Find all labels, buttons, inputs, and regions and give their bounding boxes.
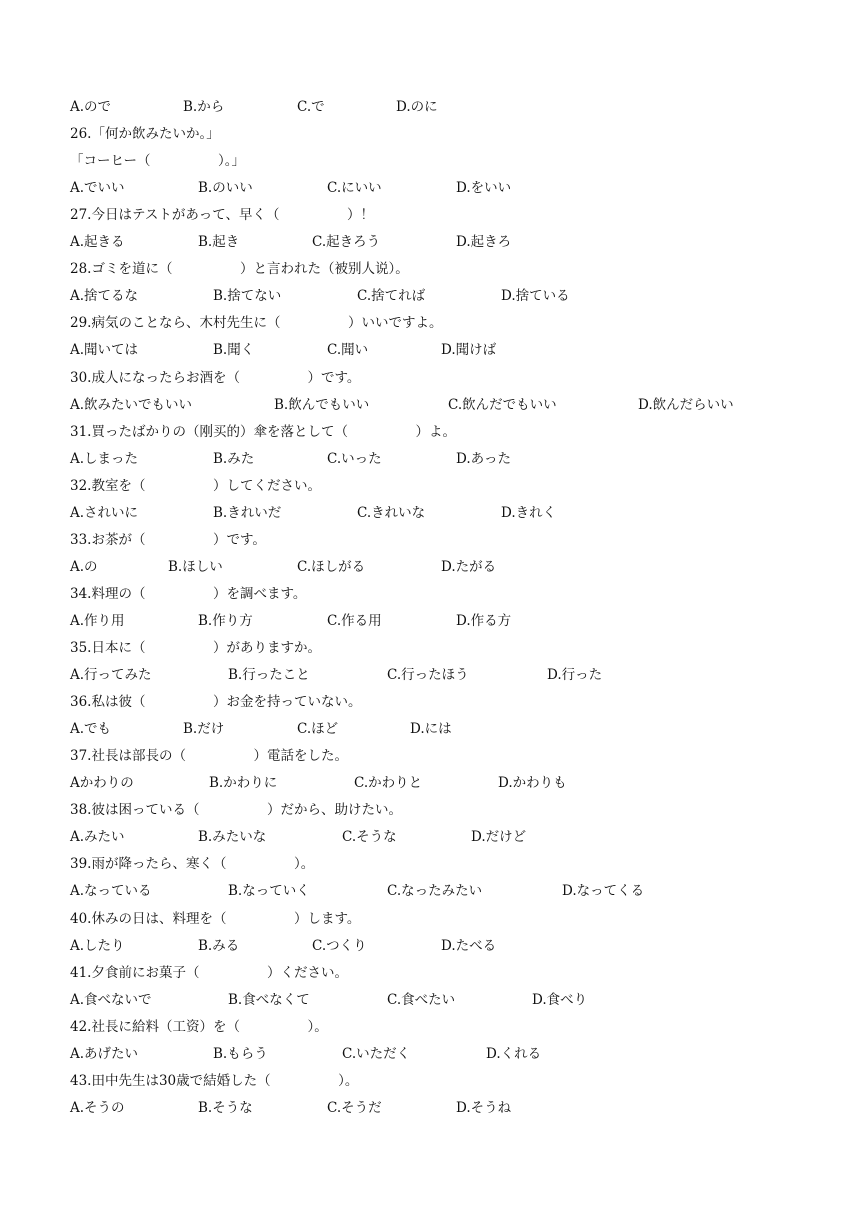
answer-option-a: A.でいい <box>70 180 125 197</box>
answer-option-d: D.たがる <box>441 558 497 575</box>
answer-option-c: C.作る用 <box>327 612 382 629</box>
answer-option-b: B.きれいだ <box>213 504 282 521</box>
answer-option-a: A.ので <box>70 99 112 115</box>
answer-option-b: B.食べなくて <box>228 991 310 1008</box>
question-text: 33.お茶が（ ）です。 <box>70 531 266 548</box>
answer-option-a: A.したり <box>70 937 125 954</box>
answer-option-a: A.食べないで <box>70 991 152 1008</box>
answer-option-b: B.かわりに <box>209 775 278 792</box>
question-text: 28.ゴミを道に（ ）と言われた（被别人说）。 <box>70 261 409 278</box>
answer-option-d: D.きれく <box>501 504 557 521</box>
answer-option-c: C.そうだ <box>327 1099 382 1116</box>
answer-option-c: C.にいい <box>327 180 382 197</box>
answer-option-a: A.行ってみた <box>70 667 152 684</box>
answer-option-d: D.には <box>410 721 452 738</box>
answer-option-a: A.されいに <box>70 504 139 521</box>
answer-option-c: C.つくり <box>312 937 367 954</box>
question-text: 43.田中先生は30歳で結婚した（ ）。 <box>70 1072 359 1089</box>
answer-option-d: D.なってくる <box>562 883 645 900</box>
answer-option-b: B.作り方 <box>198 612 253 629</box>
question-text: 34.料理の（ ）を調べます。 <box>70 585 307 602</box>
answer-option-d: D.聞けば <box>441 342 497 359</box>
question-text: 27.今日はテストがあって、早く（ ）！ <box>70 207 375 224</box>
answer-option-c: C.いただく <box>342 1045 411 1062</box>
answer-option-c: C.飲んだでもいい <box>448 396 557 413</box>
answer-option-a: A.の <box>70 558 98 575</box>
answer-option-b: B.みたいな <box>198 829 267 846</box>
question-text: 38.彼は困っている（ ）だから、助けたい。 <box>70 802 402 819</box>
answer-option-c: C.ほしがる <box>297 558 366 575</box>
answer-option-c: C.ほど <box>297 721 339 738</box>
answer-option-c: C.で <box>297 99 325 115</box>
answer-option-b: B.だけ <box>183 721 225 738</box>
answer-option-b: B.みた <box>213 450 255 467</box>
answer-option-c: C.そうな <box>342 829 397 846</box>
question-text: 26.「何か飲みたいか。」 <box>70 126 220 143</box>
question-text: 39.雨が降ったら、寒く（ ）。 <box>70 856 315 873</box>
answer-option-a: A.聞いては <box>70 342 139 359</box>
answer-option-d: D.起きろ <box>456 234 512 251</box>
answer-option-d: D.かわりも <box>498 775 567 792</box>
answer-option-d: D.をいい <box>456 180 512 197</box>
answer-option-a: A.作り用 <box>70 612 125 629</box>
answer-option-c: C.起きろう <box>312 234 381 251</box>
answer-option-c: C.なったみたい <box>387 883 483 900</box>
question-text: 37.社長は部長の（ ）電話をした。 <box>70 748 348 765</box>
answer-option-b: B.なっていく <box>228 883 310 900</box>
answer-option-b: B.もらう <box>213 1045 268 1062</box>
answer-option-b: B.行ったこと <box>228 667 310 684</box>
answer-option-c: C.聞い <box>327 342 369 359</box>
question-text: 35.日本に（ ）がありますか。 <box>70 640 321 656</box>
question-text: 31.買ったばかりの（刚买的）傘を落として（ ）よ。 <box>70 423 456 440</box>
answer-option-d: D.だけど <box>471 829 527 846</box>
answer-option-d: D.あった <box>456 450 511 467</box>
answer-option-d: D.たべる <box>441 937 497 954</box>
answer-option-b: B.起き <box>198 234 240 251</box>
question-text: 30.成人になったらお酒を（ ）です。 <box>70 369 361 386</box>
answer-option-b: B.みる <box>198 937 240 954</box>
answer-option-c: C.かわりと <box>354 775 423 792</box>
answer-option-d: D.食べり <box>532 991 588 1008</box>
answer-option-b: B.捨てない <box>213 288 282 305</box>
answer-option-d: D.くれる <box>486 1045 542 1062</box>
answer-option-a: A.しまった <box>70 450 139 467</box>
answer-option-a: A.みたい <box>70 829 125 846</box>
answer-option-d: D.そうね <box>456 1099 512 1116</box>
answer-option-a: A.なっている <box>70 883 152 900</box>
answer-option-a: A.そうの <box>70 1099 125 1116</box>
answer-option-b: B.飲んでもいい <box>274 396 370 413</box>
answer-option-d: D.のに <box>396 99 438 115</box>
answer-option-a: A.飲みたいでもいい <box>70 396 193 413</box>
answer-option-c: C.いった <box>327 450 382 467</box>
question-text: 36.私は彼（ ）お金を持っていない。 <box>70 694 362 711</box>
answer-option-d: D.作る方 <box>456 612 512 629</box>
answer-option-a: Aかわりの <box>70 775 134 792</box>
answer-option-c: C.食べたい <box>387 991 456 1008</box>
answer-option-a: A.あげたい <box>70 1045 139 1062</box>
answer-option-d: D.捨ている <box>501 288 570 305</box>
answer-option-a: A.起きる <box>70 234 125 251</box>
answer-option-c: C.行ったほう <box>387 667 469 684</box>
answer-option-d: D.飲んだらいい <box>638 396 734 413</box>
answer-option-c: C.捨てれば <box>357 288 426 305</box>
question-text: 41.夕食前にお菓子（ ）ください。 <box>70 964 348 981</box>
answer-option-a: A.捨てるな <box>70 288 139 305</box>
answer-option-c: C.きれいな <box>357 504 426 521</box>
answer-option-b: B.ほしい <box>168 558 223 575</box>
answer-option-d: D.行った <box>547 667 603 684</box>
question-text: 「コーヒー（ ）。」 <box>70 153 245 170</box>
answer-option-b: B.聞く <box>213 342 255 359</box>
question-text: 42.社長に給料（工资）を（ ）。 <box>70 1018 328 1035</box>
answer-option-a: A.でも <box>70 721 112 738</box>
answer-option-b: B.そうな <box>198 1099 253 1116</box>
answer-option-b: B.のいい <box>198 180 253 197</box>
question-text: 29.病気のことなら、木村先生に（ ）いいですよ。 <box>70 315 443 332</box>
answer-option-b: B.から <box>183 99 225 115</box>
question-text: 40.休みの日は、料理を（ ）します。 <box>70 910 361 927</box>
question-text: 32.教室を（ ）してください。 <box>70 477 321 494</box>
